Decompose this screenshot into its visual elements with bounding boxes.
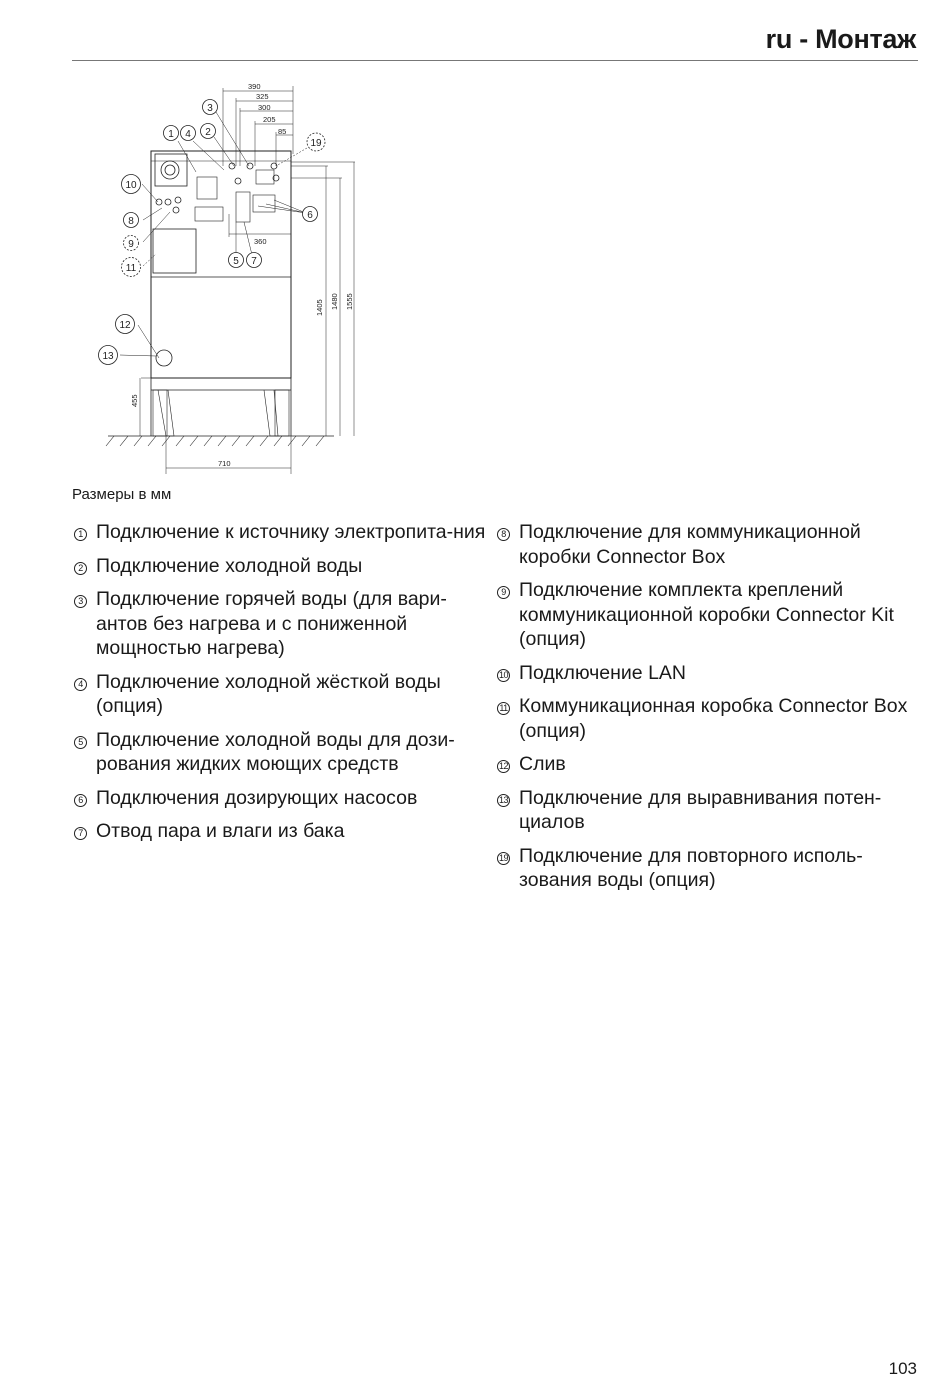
callout-13: 13 (102, 351, 114, 362)
installation-diagram (96, 74, 376, 476)
callout-10: 10 (125, 180, 137, 191)
dim-205: 205 (263, 115, 276, 124)
dim-85: 85 (278, 127, 287, 136)
legend-item (74, 554, 492, 579)
legend-number-badge: 8 (497, 528, 510, 541)
legend-item (497, 752, 917, 777)
legend-item (497, 786, 917, 835)
callout-12: 12 (119, 320, 131, 331)
callout-6: 6 (307, 210, 313, 221)
legend-item (497, 578, 917, 652)
page-title: ru - Монтаж (765, 24, 916, 54)
legend-number-badge: 4 (74, 678, 87, 691)
legend-text: Подключение LAN (519, 661, 686, 684)
legend-number-badge: 10 (498, 669, 508, 680)
dim-710: 710 (218, 459, 231, 468)
legend-item (74, 819, 492, 844)
callout-11: 11 (125, 263, 137, 274)
legend-item (74, 587, 492, 661)
dim-1405: 1405 (315, 299, 324, 316)
legend-number-badge: 19 (498, 852, 508, 863)
legend-text: Подключение для выравнивания потен-циалов (519, 786, 882, 833)
legend-number-badge: 12 (498, 761, 508, 771)
legend-item (74, 670, 492, 719)
legend-text: Коммуникационная коробка Connector Box (опция) (519, 695, 908, 742)
callout-9: 9 (128, 239, 134, 250)
legend-item (74, 520, 492, 545)
callout-8: 8 (128, 216, 134, 227)
dim-300: 300 (258, 103, 271, 112)
page-number: 103 (888, 1359, 917, 1378)
legend-item (74, 728, 492, 777)
legend-text: Подключение для повторного исполь-зования воды (опция) (519, 844, 863, 891)
legend-text: Подключение для коммуникационной коробки Connector Box (519, 521, 861, 568)
dim-390: 390 (248, 82, 261, 91)
dimensions-caption: Размеры в мм (72, 486, 172, 503)
dim-360: 360 (254, 237, 267, 246)
legend-item (74, 786, 492, 811)
legend-item (497, 520, 917, 569)
legend-right-column (497, 520, 917, 902)
legend-text: Отвод пара и влаги из бака (96, 820, 345, 842)
legend-text: Подключение к источнику электропита-ния (96, 521, 486, 543)
dim-455: 455 (130, 394, 139, 407)
legend-number-badge: 11 (497, 702, 510, 715)
legend-item (497, 844, 917, 893)
dim-1555: 1555 (345, 293, 354, 310)
callout-4: 4 (185, 129, 191, 140)
legend-number-badge: 13 (498, 794, 508, 805)
legend-text: Подключение холодной воды для дози-рования жидких моющих средств (96, 728, 455, 775)
legend-text: Подключение холодной жёсткой воды (опция) (96, 670, 441, 717)
callout-3: 3 (207, 103, 213, 114)
legend-left-column (74, 520, 492, 853)
legend-text: Подключение холодной воды (96, 554, 363, 577)
legend-number-badge: 2 (74, 562, 87, 575)
legend-text: Подключение комплекта креплений коммуникационной коробки Connector Kit (опция) (519, 579, 894, 650)
dim-325: 325 (256, 92, 269, 101)
legend-text: Подключение горячей воды (для вари-антов без нагрева и с пониженной мощностью нагрева) (96, 588, 447, 659)
legend-number-badge: 9 (497, 586, 510, 599)
callout-1: 1 (168, 129, 174, 140)
legend-item (497, 661, 917, 686)
legend-number-badge: 3 (74, 595, 87, 608)
legend-number-badge: 1 (74, 528, 87, 541)
legend-number-badge: 5 (74, 736, 87, 749)
callout-19: 19 (310, 138, 322, 149)
legend-number-badge: 6 (74, 794, 87, 807)
dim-1480: 1480 (330, 293, 339, 310)
legend-text: Слив (519, 753, 566, 775)
legend-item (497, 694, 917, 743)
callout-2: 2 (205, 127, 211, 138)
header-divider (72, 60, 918, 61)
callout-5: 5 (233, 256, 239, 267)
legend-number-badge: 7 (74, 827, 87, 840)
legend-text: Подключения дозирующих насосов (96, 786, 418, 809)
callout-7: 7 (251, 256, 257, 267)
